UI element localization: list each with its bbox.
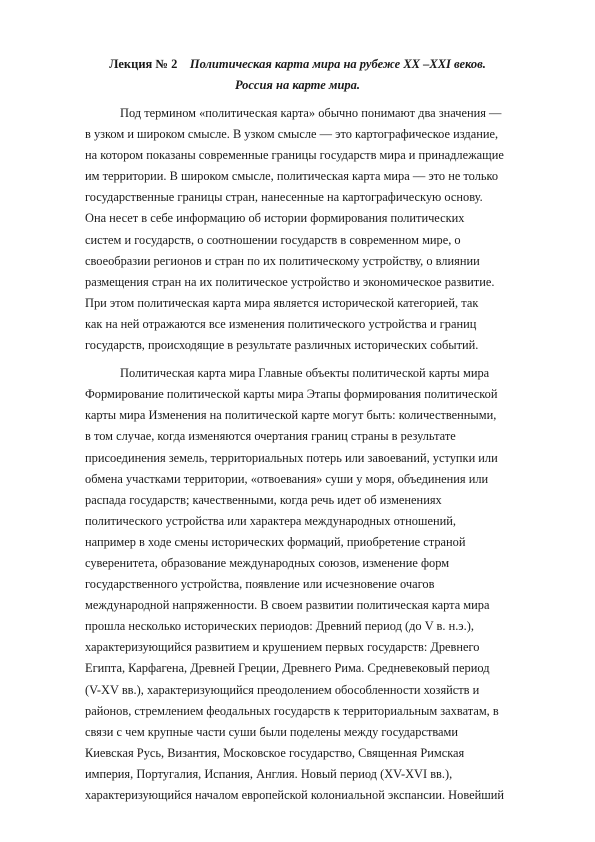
text-line: При этом политическая карта мира является исторической категорией, так <box>85 295 479 310</box>
text-line: Политическая карта мира Главные объекты политической карты мира <box>120 366 490 381</box>
text-line: своеобразии регионов и стран по их политическому устройству, о влиянии <box>85 253 480 268</box>
text-line: характеризующийся развитием и крушением первых государств: Древнего <box>85 640 480 655</box>
text-line: как на ней отражаются все изменения политического устройства и границ <box>85 316 477 331</box>
text-line: связи с чем крупные части суши были поделены между государствами <box>85 724 459 739</box>
text-line: например в ходе смены исторических формаций, приобретение страной <box>85 534 466 549</box>
text-line: суверенитета, образование международных союзов, изменение форм <box>85 555 450 570</box>
text-line: Киевская Русь, Византия, Московское государство, Священная Римская <box>85 745 465 760</box>
text-line: Под термином «политическая карта» обычно понимают два значения — <box>120 106 502 120</box>
text-line: прошла несколько исторических периодов: Древний период (до V в. н.э.), <box>85 619 474 634</box>
text-line: на котором показаны современные границы государств мира и принадлежащие <box>85 148 504 163</box>
text-line: размещения стран на их политическое устройство и экономическое развитие. <box>85 274 495 289</box>
text-line: Она несет в себе информацию об истории формирования политических <box>85 211 465 226</box>
text-line: Египта, Карфагена, Древней Греции, Древнего Рима. Средневековый период <box>85 661 490 676</box>
text-line: государств, происходящие в результате различных исторических событий. <box>85 338 479 353</box>
document-title <box>40 54 555 96</box>
lecture-topic: Политическая карта мира на рубеже XX –XXI веков. <box>189 57 486 71</box>
text-line: политического устройства или характера международных отношений, <box>85 513 456 528</box>
text-line: обмена участками территории, «отвоевания» суши у моря, объединения или <box>85 471 489 486</box>
paragraph-1 <box>85 103 545 356</box>
text-line: распада государств; качественными, когда речь идет об изменениях <box>85 492 442 507</box>
text-line: государственного устройства, появление или исчезновение очагов <box>85 577 435 592</box>
text-line: характеризующийся началом европейской колониальной экспансии. Новейший <box>85 788 505 802</box>
text-line: им территории. В широком смысле, политическая карта мира — это не только <box>85 169 499 184</box>
title-line-1 <box>40 54 555 75</box>
text-line: (V-XV вв.), характеризующийся преодолением обособленности хозяйств и <box>85 682 480 697</box>
text-line: районов, стремлением феодальных государств к территориальным захватам, в <box>85 703 499 718</box>
text-line: присоединения земель, территориальных потерь или завоеваний, уступки или <box>85 450 498 465</box>
document-body <box>85 103 545 806</box>
text-line: в том случае, когда изменяются очертания границ страны в результате <box>85 429 456 444</box>
text-line: международной напряженности. В своем развитии политическая карта мира <box>85 598 490 613</box>
text-line: карты мира Изменения на политической карте могут быть: количественными, <box>85 408 497 423</box>
text-line: в узком и широком смысле. В узком смысле — это картографическое издание, <box>85 127 499 142</box>
text-line: государственные границы стран, нанесенные на картографическую основу. <box>85 190 483 205</box>
paragraph-2 <box>85 363 545 806</box>
text-line: Формирование политической карты мира Этапы формирования политической <box>85 387 498 402</box>
text-line: империя, Португалия, Испания, Англия. Новый период (XV-XVI вв.), <box>85 766 453 781</box>
title-line-2: Россия на карте мира. <box>234 78 361 92</box>
text-line: систем и государств, о соотношении государств в современном мире, о <box>85 232 461 247</box>
lecture-number: Лекция № 2 <box>109 57 178 71</box>
